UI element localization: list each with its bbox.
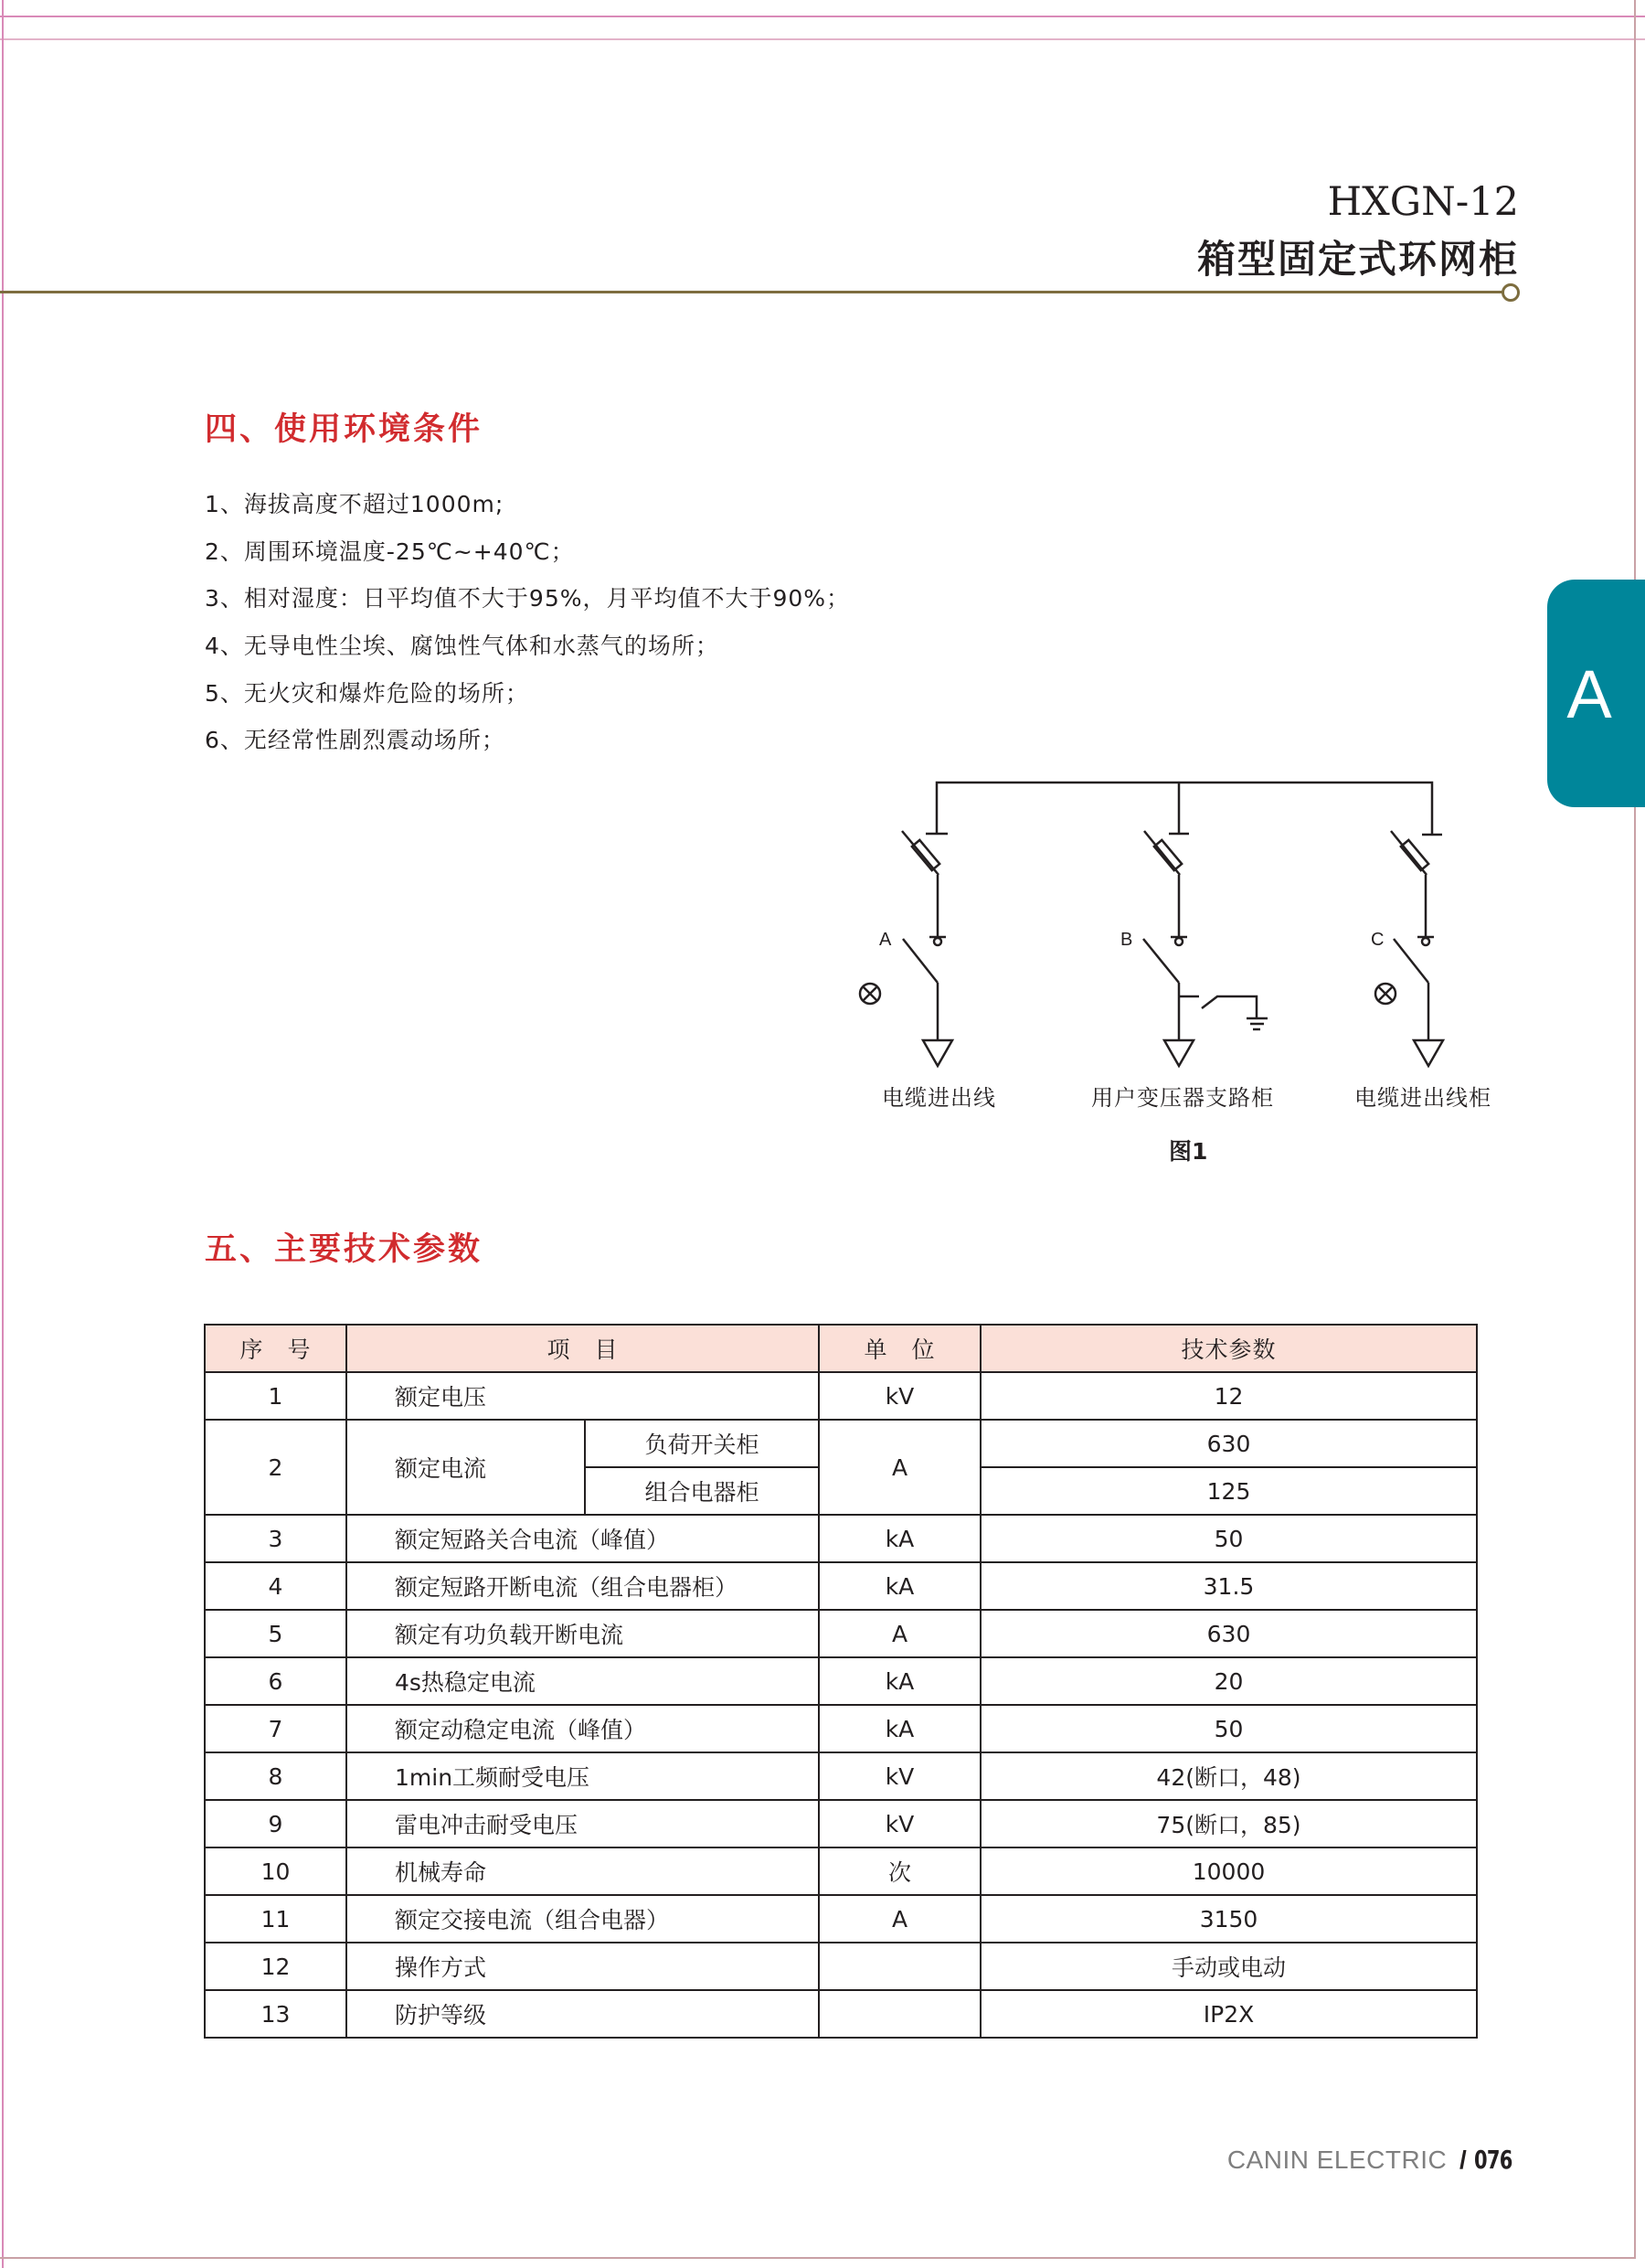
row-value: 3150 [981, 1895, 1477, 1943]
section-heading-specs: 五、主要技术参数 [205, 1231, 483, 1268]
indicator-lamp-icon [860, 984, 880, 1004]
column-header-no: 序 号 [205, 1325, 346, 1372]
table-row [205, 1990, 1477, 2038]
row-item: 额定交接电流（组合电器） [346, 1895, 819, 1943]
list-item: 1、海拔高度不超过1000m; [205, 491, 504, 517]
row-item: 额定有功负载开断电流 [346, 1610, 819, 1657]
top-guide-line-1 [0, 16, 1645, 17]
row-item: 雷电冲击耐受电压 [346, 1800, 819, 1847]
row-unit: 次 [819, 1847, 981, 1895]
row-unit: kV [819, 1800, 981, 1847]
ground-icon [1247, 1018, 1268, 1029]
table-header-row [205, 1325, 1477, 1372]
right-frame-line [1634, 0, 1636, 2258]
row-number: 5 [205, 1610, 346, 1657]
row-item: 4s热稳定电流 [346, 1657, 819, 1705]
busbar [937, 783, 1432, 834]
row-value: 手动或电动 [981, 1943, 1477, 1990]
cable-terminal-icon [923, 1040, 952, 1066]
branch-label-a: 电缆进出线 [882, 1085, 996, 1111]
row-number: 12 [205, 1943, 346, 1990]
row-value: 31.5 [981, 1562, 1477, 1610]
branch-letter-a: A [879, 930, 892, 950]
row-number: 11 [205, 1895, 346, 1943]
table-row [205, 1657, 1477, 1705]
column-header-unit: 单 位 [819, 1325, 981, 1372]
row-number: 6 [205, 1657, 346, 1705]
top-guide-line-2 [0, 38, 1645, 40]
branch-a [860, 831, 952, 1066]
footer-brand: CANIN ELECTRIC [1226, 2146, 1448, 2174]
single-line-diagram [822, 768, 1517, 1179]
row-unit: A [819, 1895, 981, 1943]
table-row [205, 1943, 1477, 1990]
row-number: 9 [205, 1800, 346, 1847]
row-unit: A [819, 1420, 981, 1515]
row-value: 50 [981, 1515, 1477, 1562]
column-header-value: 技术参数 [981, 1325, 1477, 1372]
environment-conditions-list [205, 481, 850, 764]
product-title: 箱型固定式环网柜 [1196, 237, 1519, 282]
table-row [205, 1372, 1477, 1420]
table-row [205, 1420, 1477, 1467]
row-item: 额定动稳定电流（峰值） [346, 1705, 819, 1752]
row-unit: A [819, 1610, 981, 1657]
load-switch-blade [903, 939, 938, 983]
list-item: 6、无经常性剧烈震动场所； [205, 727, 505, 754]
figure-caption: 图1 [1169, 1138, 1208, 1165]
earthing-switch [1202, 996, 1257, 1017]
page-number: 076 [1473, 2145, 1512, 2175]
row-value: 75(断口，85) [981, 1800, 1477, 1847]
row-value: 630 [981, 1610, 1477, 1657]
row-number: 3 [205, 1515, 346, 1562]
row-subitem: 组合电器柜 [585, 1467, 819, 1515]
table-row [205, 1895, 1477, 1943]
header-rule [0, 291, 1502, 293]
row-number: 4 [205, 1562, 346, 1610]
row-number: 2 [205, 1420, 346, 1515]
row-number: 8 [205, 1752, 346, 1800]
row-unit: kV [819, 1752, 981, 1800]
row-number: 13 [205, 1990, 346, 2038]
row-unit [819, 1943, 981, 1990]
row-item: 防护等级 [346, 1990, 819, 2038]
section-tab-letter: A [1566, 656, 1612, 732]
row-unit: kA [819, 1515, 981, 1562]
row-number: 10 [205, 1847, 346, 1895]
row-value: 50 [981, 1705, 1477, 1752]
row-unit: kA [819, 1657, 981, 1705]
table-row [205, 1515, 1477, 1562]
row-item: 额定电流 [346, 1420, 585, 1515]
table-row [205, 1610, 1477, 1657]
model-title: HXGN-12 [1327, 179, 1519, 225]
left-guide-line [2, 0, 4, 2268]
row-value: 630 [981, 1420, 1477, 1467]
header-rule-end-circle-icon [1502, 283, 1520, 302]
row-value: IP2X [981, 1990, 1477, 2038]
row-value: 20 [981, 1657, 1477, 1705]
table-row [205, 1562, 1477, 1610]
list-item: 2、周围环境温度-25℃~+40℃； [205, 538, 575, 565]
branch-label-c: 电缆进出线柜 [1354, 1085, 1491, 1111]
row-item: 额定电压 [346, 1372, 819, 1420]
row-value: 12 [981, 1372, 1477, 1420]
row-item: 额定短路开断电流（组合电器柜） [346, 1562, 819, 1610]
row-value: 10000 [981, 1847, 1477, 1895]
list-item: 4、无导电性尘埃、腐蚀性气体和水蒸气的场所； [205, 633, 719, 660]
table-row [205, 1800, 1477, 1847]
cable-terminal-icon [1414, 1040, 1443, 1066]
fuse-icon [1401, 840, 1428, 870]
row-unit: kA [819, 1705, 981, 1752]
technical-parameters-table [204, 1324, 1478, 2039]
row-number: 7 [205, 1705, 346, 1752]
column-header-item: 项 目 [346, 1325, 819, 1372]
row-item: 额定短路关合电流（峰值） [346, 1515, 819, 1562]
row-item: 机械寿命 [346, 1847, 819, 1895]
page-footer [1227, 2142, 1524, 2178]
load-switch-blade [1143, 939, 1179, 983]
fuse-icon [912, 840, 939, 870]
list-item: 3、相对湿度：日平均值不大于95%，月平均值不大于90%； [205, 585, 851, 612]
contact-circle [934, 938, 941, 945]
row-unit [819, 1990, 981, 2038]
fuse-icon [1154, 840, 1182, 870]
table-row [205, 1705, 1477, 1752]
row-value: 125 [981, 1467, 1477, 1515]
row-item: 操作方式 [346, 1943, 819, 1990]
row-value: 42(断口，48) [981, 1752, 1477, 1800]
table-row [205, 1752, 1477, 1800]
circuit-diagram [822, 768, 1517, 1179]
list-item: 5、无火灾和爆炸危险的场所； [205, 679, 529, 707]
cable-terminal-icon [1164, 1040, 1194, 1066]
section-tab [1547, 580, 1645, 807]
branch-letter-c: C [1371, 930, 1385, 950]
row-subitem: 负荷开关柜 [585, 1420, 819, 1467]
bottom-frame-line [0, 2257, 1636, 2259]
branch-b [1120, 831, 1268, 1066]
row-unit: kA [819, 1562, 981, 1610]
branch-c [1371, 831, 1443, 1066]
row-unit: kV [819, 1372, 981, 1420]
branch-label-b: 用户变压器支路柜 [1091, 1085, 1274, 1111]
indicator-lamp-icon [1375, 984, 1396, 1004]
row-number: 1 [205, 1372, 346, 1420]
row-item: 1min工频耐受电压 [346, 1752, 819, 1800]
section-heading-environment: 四、使用环境条件 [205, 411, 483, 448]
footer-separator: / [1459, 2146, 1467, 2174]
branch-letter-b: B [1120, 930, 1133, 950]
table-row [205, 1847, 1477, 1895]
